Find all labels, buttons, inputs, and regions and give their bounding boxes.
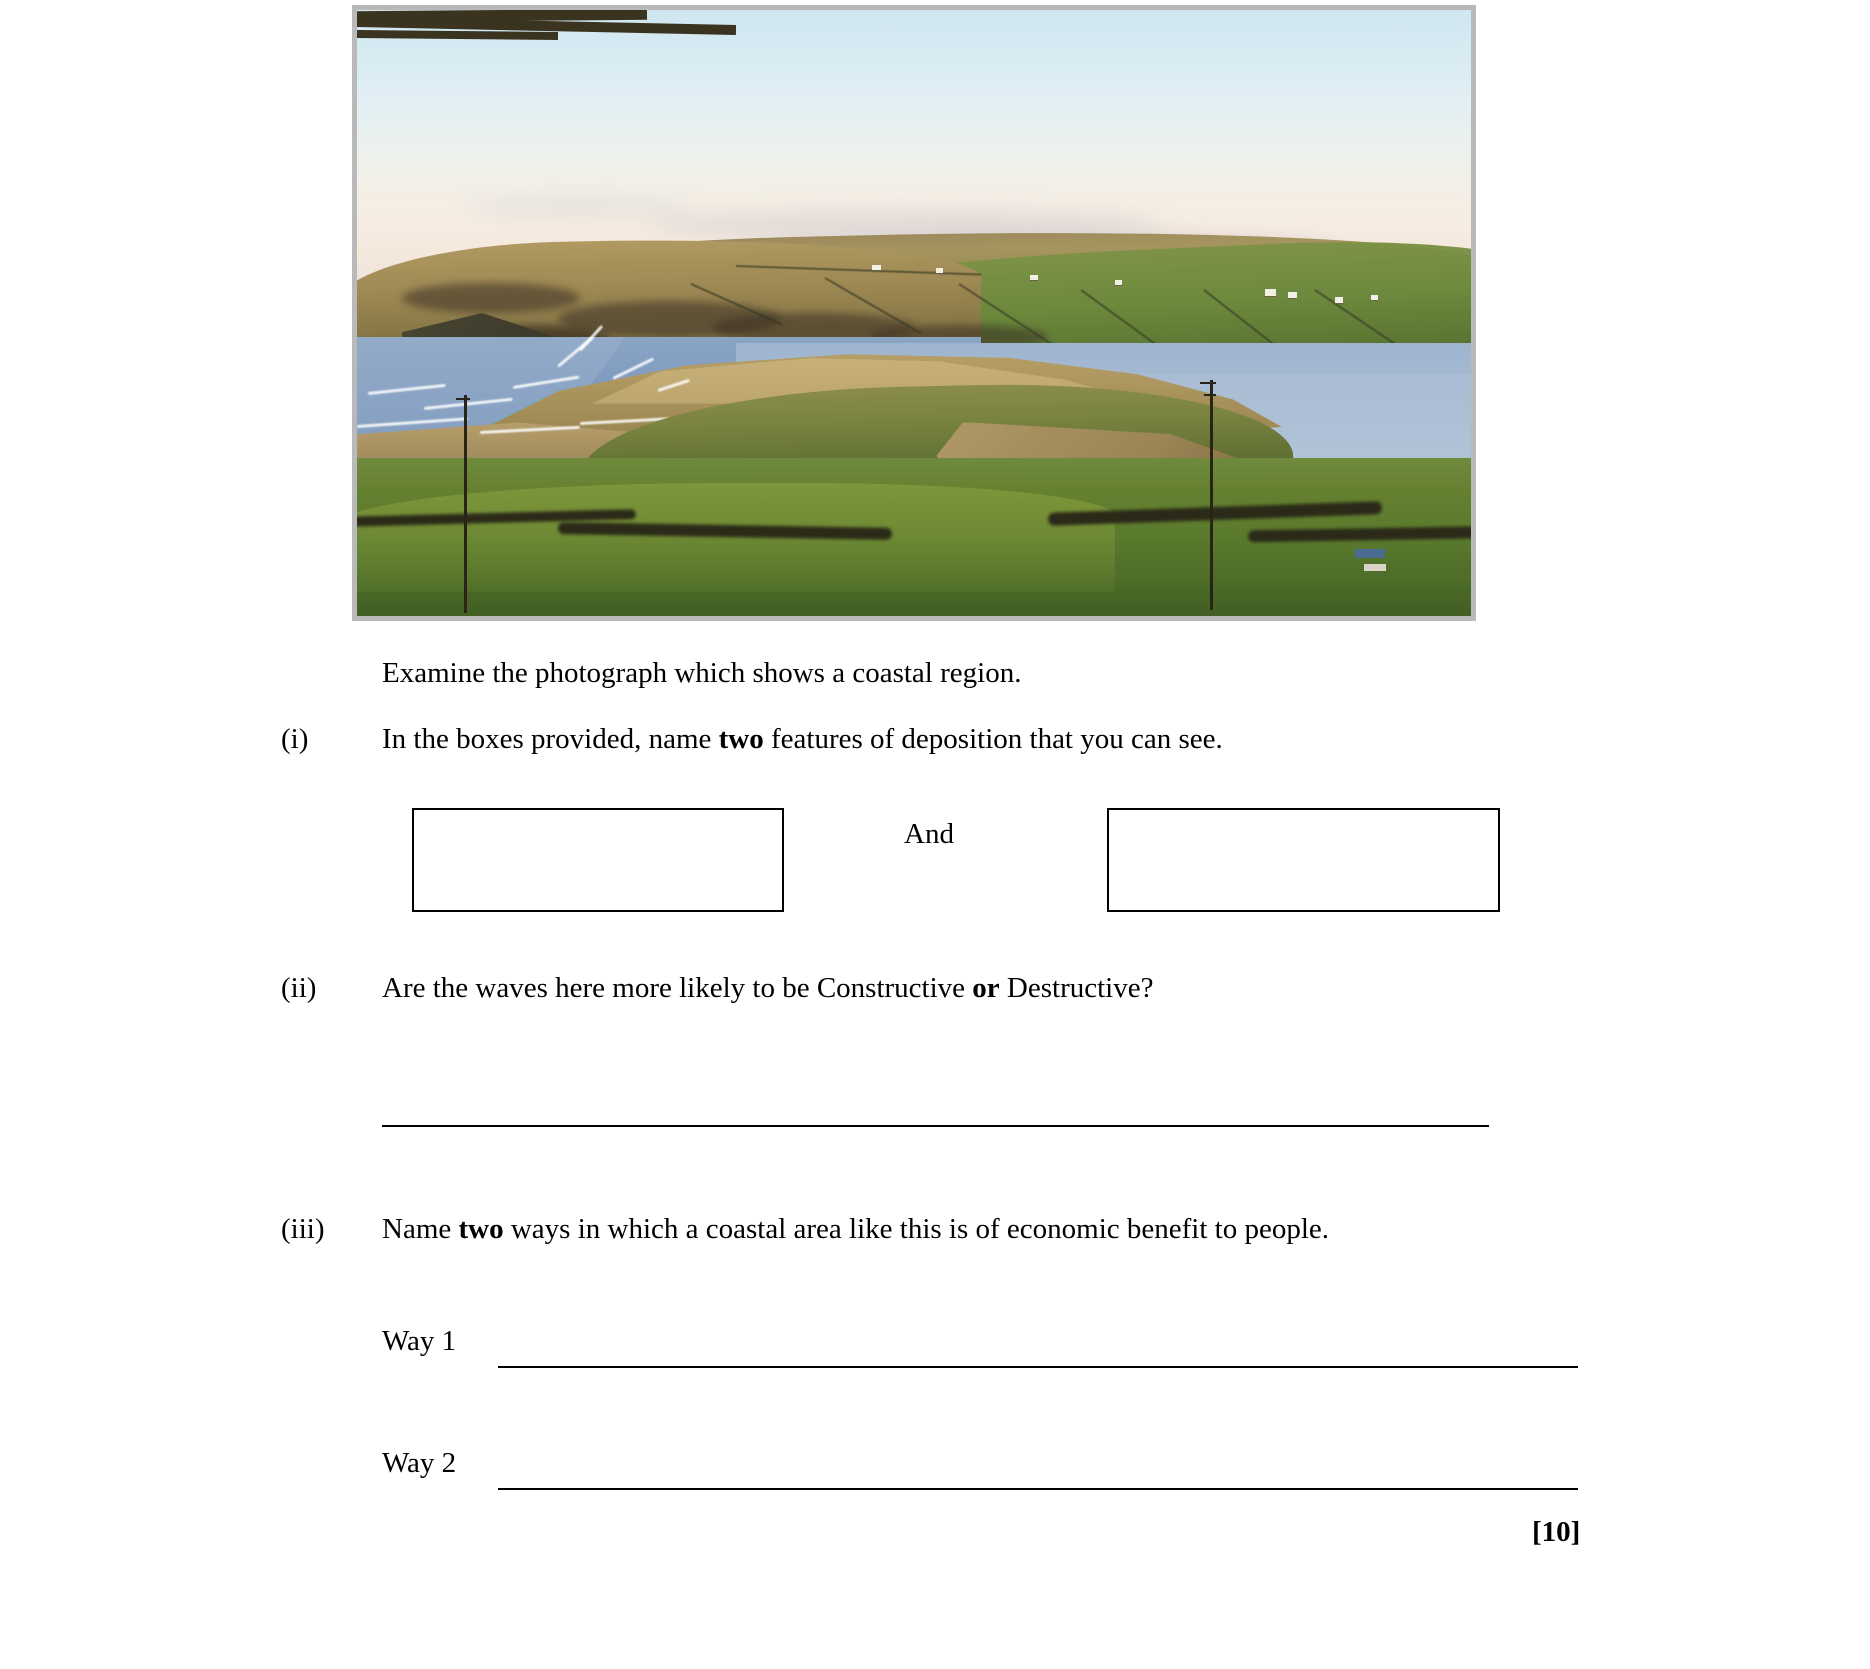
question-number-iii: (iii)	[281, 1213, 325, 1245]
q2-part-a: Are the waves here more likely to be Constructive	[382, 972, 973, 1004]
telephone-pole	[464, 395, 467, 613]
photograph-canvas	[357, 10, 1471, 616]
way-2-label: Way 2	[382, 1447, 457, 1479]
building-wall	[1364, 564, 1386, 571]
answer-line-ii[interactable]	[382, 1125, 1489, 1127]
answer-box-2[interactable]	[1107, 808, 1500, 912]
question-text-i	[382, 723, 1223, 756]
q3-emphasis: two	[458, 1213, 504, 1245]
answer-line-way-2[interactable]	[498, 1488, 1578, 1490]
house	[1371, 295, 1378, 300]
house	[1288, 292, 1297, 298]
house	[1030, 275, 1038, 280]
q3-part-a: Name	[382, 1213, 459, 1245]
q2-part-b: Destructive?	[999, 972, 1154, 1004]
house	[1115, 280, 1122, 285]
and-connector-label: And	[904, 818, 954, 850]
q1-emphasis: two	[718, 723, 764, 755]
question-text-ii	[382, 972, 1153, 1005]
house	[1265, 289, 1276, 296]
house	[1335, 297, 1343, 303]
marks-allocation: [10]	[1532, 1516, 1581, 1548]
question-number-ii: (ii)	[281, 972, 317, 1004]
answer-line-way-1[interactable]	[498, 1366, 1578, 1368]
house	[936, 268, 943, 273]
house	[872, 265, 881, 270]
answer-box-1[interactable]	[412, 808, 784, 912]
question-number-i: (i)	[281, 723, 309, 755]
q2-emphasis: or	[972, 972, 1000, 1004]
intro-instruction: Examine the photograph which shows a coastal region.	[382, 657, 1022, 689]
question-text-iii	[382, 1213, 1329, 1246]
q1-part-a: In the boxes provided, name	[382, 723, 719, 755]
way-1-label: Way 1	[382, 1325, 457, 1357]
cloud-band	[468, 198, 691, 216]
q3-part-b: ways in which a coastal area like this is of economic benefit to people.	[503, 1213, 1330, 1245]
building-roof	[1355, 549, 1385, 558]
q1-part-b: features of deposition that you can see.	[763, 723, 1223, 755]
telephone-pole	[1210, 380, 1213, 610]
coastal-photograph	[352, 5, 1476, 621]
